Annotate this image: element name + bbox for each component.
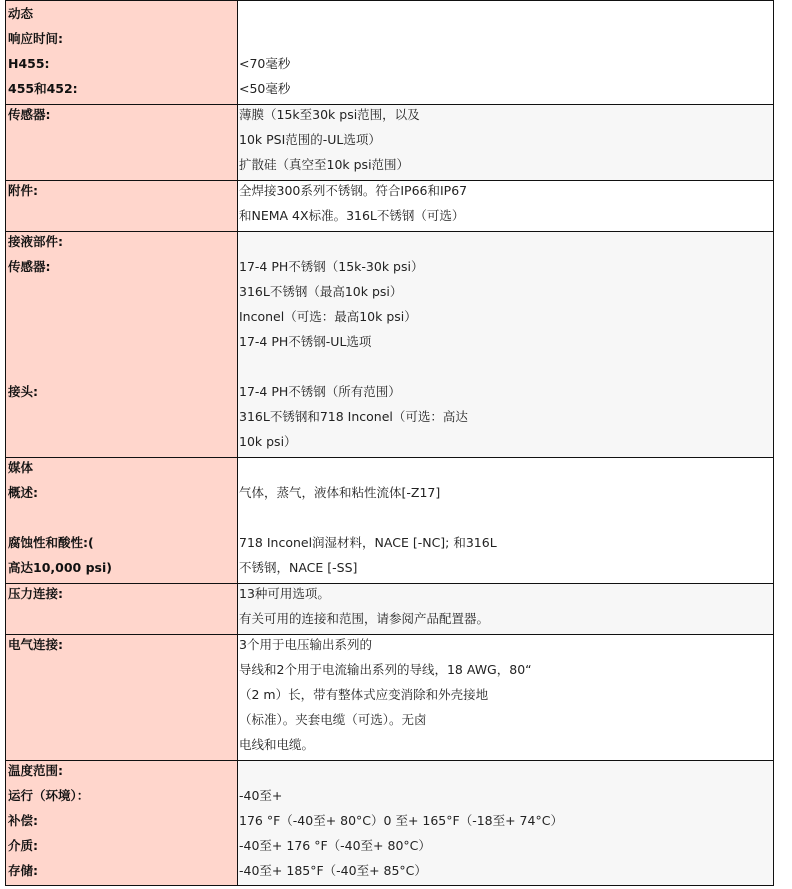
spec-label: 压力连接:	[8, 586, 63, 601]
spec-label-cell	[6, 1, 238, 104]
spec-label: 动态	[8, 6, 34, 21]
spec-label-cell	[6, 458, 238, 583]
spec-label: 传感器:	[8, 107, 51, 122]
spec-row-media	[6, 457, 773, 583]
spec-label: 存储:	[8, 863, 38, 878]
spec-label-cell	[6, 761, 238, 885]
spec-value: <50毫秒	[239, 81, 291, 96]
spec-label: 455和452:	[8, 81, 78, 96]
spec-value: 扩散硅（真空至10k psi范围）	[239, 157, 410, 172]
spec-value: 薄膜（15k至30k psi范围，以及	[239, 107, 420, 122]
spec-value: 13种可用选项。	[239, 586, 330, 601]
spec-value-cell	[238, 584, 773, 634]
spec-value: 17-4 PH不锈钢-UL选项	[239, 334, 372, 349]
spec-label-cell	[6, 232, 238, 457]
spec-label: 补偿:	[8, 813, 38, 828]
spec-value: 718 Inconel润湿材料，NACE [-NC]; 和316L	[239, 535, 497, 550]
spec-value: 10k PSI范围的-UL选项）	[239, 132, 381, 147]
spec-value: 不锈钢，NACE [-SS]	[239, 560, 358, 575]
spec-row-electrical-connection	[6, 634, 773, 760]
spec-row-sensor	[6, 104, 773, 180]
spec-value: 气体，蒸气，液体和粘性流体[-Z17]	[239, 485, 441, 500]
spec-label: 附件:	[8, 183, 38, 198]
spec-table	[5, 0, 774, 886]
spec-value-cell	[238, 761, 773, 885]
spec-label: H455:	[8, 56, 50, 71]
spec-label: 运行（环境）：	[8, 788, 90, 803]
spec-label: 媒体	[8, 460, 34, 475]
spec-label-cell	[6, 635, 238, 760]
spec-value: 全焊接300系列不锈钢。符合IP66和IP67	[239, 183, 468, 198]
spec-value-cell	[238, 232, 773, 457]
spec-value: 和NEMA 4X标准。316L不锈钢（可选）	[239, 208, 465, 223]
spec-value: Inconel（可选：最高10k psi）	[239, 309, 417, 324]
spec-value: 10k psi）	[239, 434, 297, 449]
spec-value: 316L不锈钢和718 Inconel（可选：高达	[239, 409, 468, 424]
spec-row-wetted-parts	[6, 231, 773, 457]
spec-value: 176 °F（-40至+ 80°C）0 至+ 165°F（-18至+ 74°C）	[239, 813, 563, 828]
spec-value: 17-4 PH不锈钢（15k-30k psi）	[239, 259, 424, 274]
spec-value-cell	[238, 458, 773, 583]
spec-value: 电线和电缆。	[239, 737, 315, 752]
spec-value: 316L不锈钢（最高10k psi）	[239, 284, 403, 299]
spec-label: 介质:	[8, 838, 38, 853]
spec-label: 温度范围:	[8, 763, 63, 778]
spec-label: 概述:	[8, 485, 38, 500]
spec-value: 导线和2个用于电流输出系列的导线，18 AWG，80“	[239, 662, 532, 677]
spec-value: -40至+ 185°F（-40至+ 85°C）	[239, 863, 427, 878]
spec-label: 电气连接:	[8, 637, 63, 652]
spec-label-cell	[6, 584, 238, 634]
spec-label: 腐蚀性和酸性:(	[8, 535, 94, 550]
spec-value: （2 m）长，带有整体式应变消除和外壳接地	[239, 687, 489, 702]
spec-value: <70毫秒	[239, 56, 291, 71]
spec-value: （标准）。夹套电缆（可选）。无卤	[239, 712, 427, 727]
spec-value-cell	[238, 181, 773, 231]
spec-value-cell	[238, 635, 773, 760]
spec-value-cell	[238, 1, 773, 104]
spec-label: 接头:	[8, 384, 38, 399]
spec-label-cell	[6, 105, 238, 180]
spec-value: 3个用于电压输出系列的	[239, 637, 372, 652]
spec-label: 响应时间:	[8, 31, 63, 46]
spec-value-cell	[238, 105, 773, 180]
spec-value: 有关可用的连接和范围，请参阅产品配置器。	[239, 611, 490, 626]
spec-value: 17-4 PH不锈钢（所有范围）	[239, 384, 401, 399]
spec-label: 接液部件:	[8, 234, 63, 249]
spec-label: 传感器:	[8, 259, 51, 274]
spec-label-cell	[6, 181, 238, 231]
spec-row-pressure-connection	[6, 583, 773, 634]
spec-label: 高达10,000 psi)	[8, 560, 112, 575]
spec-value: -40至+	[239, 788, 283, 803]
spec-row-temperature-range	[6, 760, 773, 885]
spec-row-dynamics	[6, 0, 773, 104]
spec-row-housing	[6, 180, 773, 231]
spec-value: -40至+ 176 °F（-40至+ 80°C）	[239, 838, 431, 853]
